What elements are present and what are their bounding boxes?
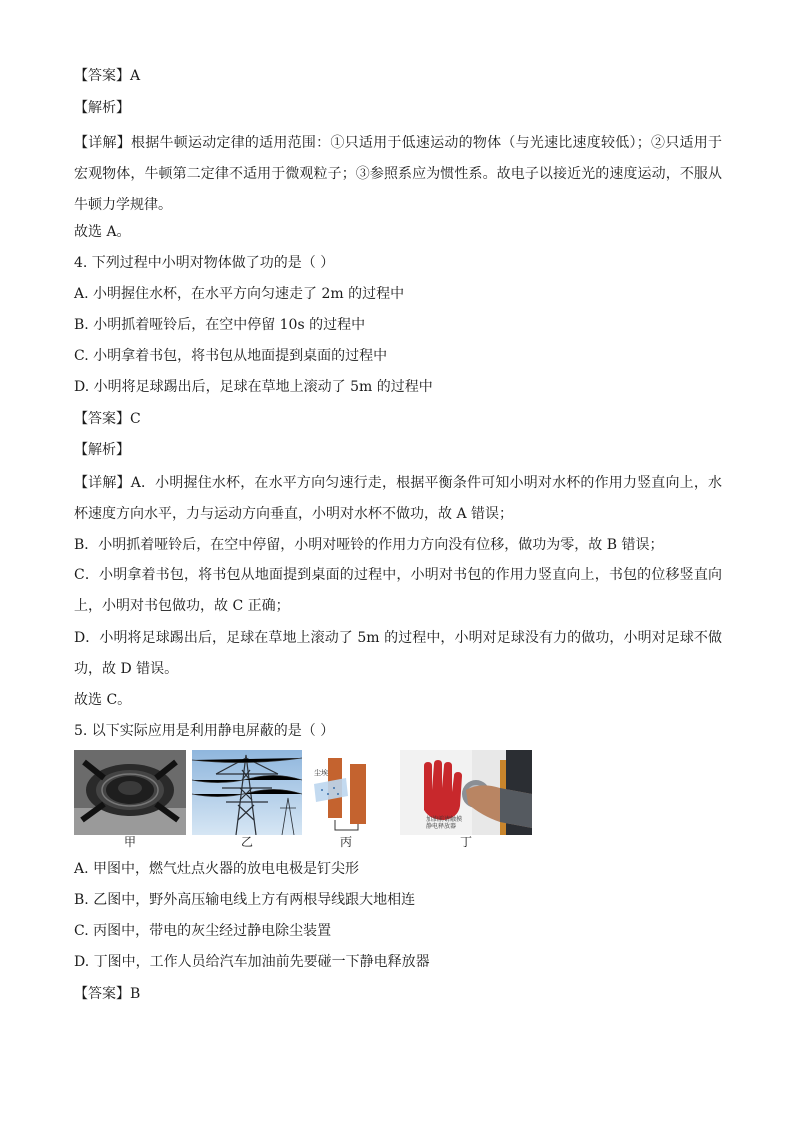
detail-paragraph-2a: 【详解】A．小明握住水杯，在水平方向匀速行走，根据平衡条件可知小明对水杯的作用力竖直向上，水杯速度方向水平，力与运动方向垂直，小明对水杯不做功，故 A 错误； xyxy=(74,475,722,522)
question-4: 4. 下列过程中小明对物体做了功的是（ ） xyxy=(74,255,335,271)
power-tower-image xyxy=(192,750,302,835)
question-5-option-c: C. 丙图中，带电的灰尘经过静电除尘装置 xyxy=(74,923,332,939)
question-5-option-a: A. 甲图中，燃气灶点火器的放电电极是钉尖形 xyxy=(74,861,360,877)
detail-paragraph-1: 【详解】根据牛顿运动定律的适用范围：①只适用于低速运动的物体（与光速比速度较低）；②只适用于宏观物体，牛顿第二定律不适用于微观粒子；③参照系应为惯性系。故电子以接近光的速度运动，不服从牛顿力学规律。 xyxy=(74,135,722,213)
conclusion-1: 故选 A。 xyxy=(74,224,131,240)
answer-label-3: 【答案】B xyxy=(74,986,141,1002)
question-4-option-c: C. 小明拿着书包，将书包从地面提到桌面的过程中 xyxy=(74,348,388,364)
caption-yi: 乙 xyxy=(240,835,253,849)
detail-paragraph-2d: D．小明将足球踢出后，足球在草地上滚动了 5m 的过程中，小明对足球没有力的做功，小明对足球不做功，故 D 错误。 xyxy=(74,630,722,677)
analysis-label-2: 【解析】 xyxy=(74,442,130,458)
detail-paragraph-2b: B．小明抓着哑铃后，在空中停留，小明对哑铃的作用力方向没有位移，做功为零，故 B 错误； xyxy=(74,537,664,553)
caption-ding: 丁 xyxy=(459,835,472,849)
answer-label-2: 【答案】C xyxy=(74,411,141,427)
dust-collector-image xyxy=(308,750,384,835)
question-5-option-d: D. 丁图中，工作人员给汽车加油前先要碰一下静电释放器 xyxy=(74,954,430,970)
question-4-option-b: B. 小明抓着哑铃后，在空中停留 10s 的过程中 xyxy=(74,317,366,333)
analysis-label-1: 【解析】 xyxy=(74,100,130,116)
gas-stove-image xyxy=(74,750,186,835)
caption-jia: 甲 xyxy=(123,835,136,849)
question-4-option-a: A. 小明握住水杯，在水平方向匀速走了 2m 的过程中 xyxy=(74,286,405,302)
discharger-label-line2: 静电释放器 xyxy=(426,823,457,830)
discharger-label-line1: 加油前请触摸 xyxy=(426,816,463,823)
dust-label: 尘埃 xyxy=(314,769,328,777)
question-5: 5. 以下实际应用是利用静电屏蔽的是（ ） xyxy=(74,723,335,739)
detail-paragraph-2c: C．小明拿着书包，将书包从地面提到桌面的过程中，小明对书包的作用力竖直向上，书包的位移竖直向上，小明对书包做功，故 C 正确； xyxy=(74,567,722,614)
answer-label-1: 【答案】A xyxy=(74,68,141,84)
discharger-label xyxy=(426,816,462,830)
caption-bing: 丙 xyxy=(339,835,352,849)
static-discharger-image xyxy=(400,750,532,835)
question-4-option-d: D. 小明将足球踢出后，足球在草地上滚动了 5m 的过程中 xyxy=(74,379,433,395)
conclusion-2: 故选 C。 xyxy=(74,692,132,708)
question-5-figures xyxy=(74,750,544,850)
question-5-option-b: B. 乙图中，野外高压输电线上方有两根导线跟大地相连 xyxy=(74,892,416,908)
